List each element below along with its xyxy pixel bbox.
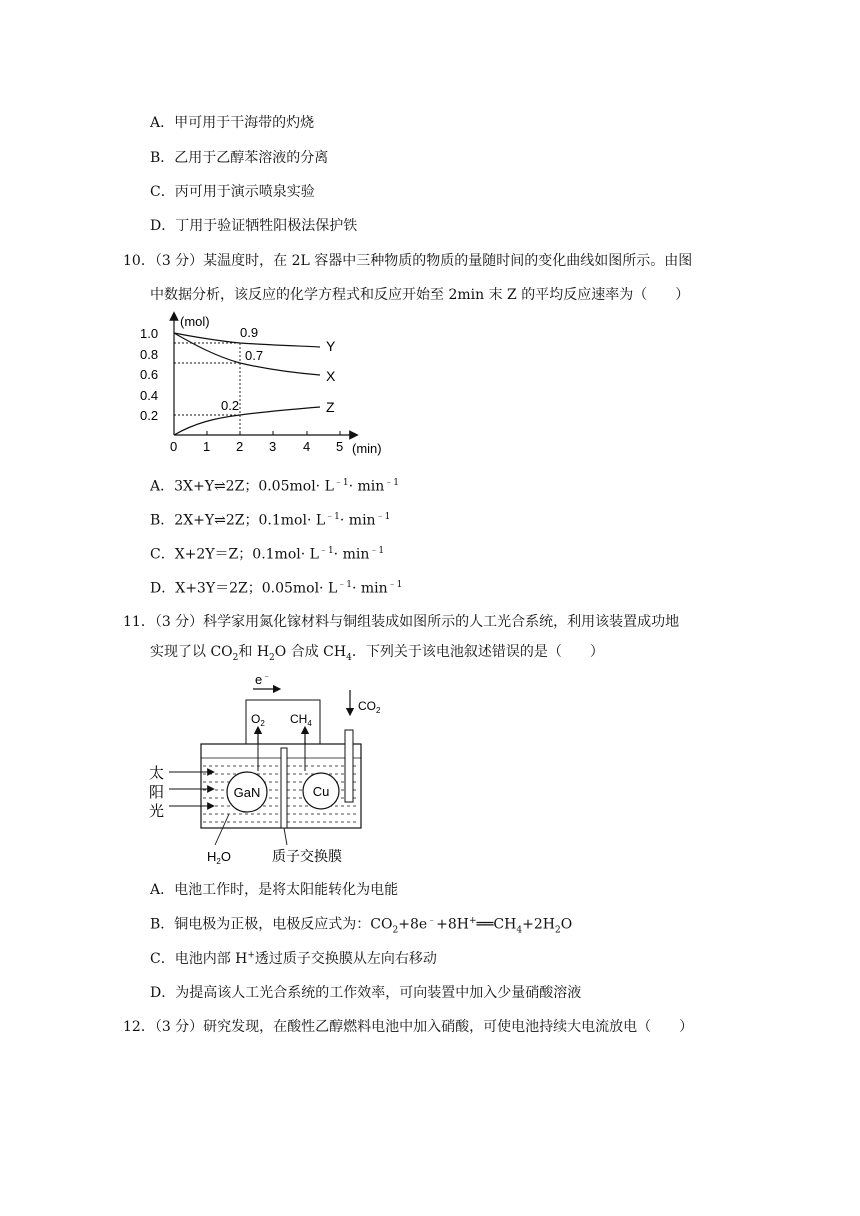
- series-z-label: Z: [326, 399, 335, 415]
- membrane-label: 质子交换膜: [272, 848, 342, 864]
- q10-option-c: C．X+2Y＝Z；$0.1mol\cdot L^{﹣1}\cdot \min^{﹣1}$: [150, 546, 385, 563]
- series-y-label: Y: [326, 338, 336, 354]
- q9-option-c: C．丙可用于演示喷泉实验: [150, 184, 315, 200]
- q10-stem-line2: 中数据分析，该反应的化学方程式和反应开始至 2min 末 Z 的平均反应速率为（ ）: [150, 287, 690, 303]
- x-tick-3: 3: [269, 439, 277, 454]
- q10-option-d: D．X+3Y＝2Z；$0.05mol\cdot L^{﹣1}\cdot \min^{﹣1}$: [150, 580, 403, 597]
- annotation-0.7: 0.7: [245, 348, 264, 363]
- ch4-label: $CH_4$: [290, 712, 312, 728]
- q9-option-a: A．甲可用于干海带的灼烧: [150, 115, 315, 131]
- q11-option-d: D．为提高该人工光合系统的工作效率，可向装置中加入少量硝酸溶液: [150, 985, 582, 1001]
- q9-option-b: B．乙用于乙醇苯溶液的分离: [150, 150, 329, 166]
- q10-option-a: A．3X+Y⇌2Z；$0.05mol\cdot L^{﹣1}\cdot \min^{﹣1}$: [150, 478, 400, 495]
- y-tick-0.4: 0.4: [140, 388, 159, 403]
- sunlight-char-2: 阳: [149, 784, 165, 801]
- co2-tube: [345, 730, 353, 802]
- q12-stem-line1: 12．（3 分）研究发现，在酸性乙醇燃料电池中加入硝酸，可使电池持续大电流放电（ ）: [123, 1019, 694, 1035]
- electron-label: e﹣: [255, 671, 272, 687]
- proton-exchange-membrane: [281, 748, 287, 828]
- annotation-0.9: 0.9: [240, 325, 259, 340]
- q10-option-b: B．2X+Y⇌2Z；$0.1mol\cdot L^{﹣1}\cdot \min^{﹣1}$: [150, 512, 391, 529]
- q9-option-d: D．丁用于验证牺牲阳极法保护铁: [150, 218, 358, 234]
- x-tick-1: 1: [203, 439, 211, 454]
- y-tick-0.2: 0.2: [140, 408, 159, 423]
- annotation-0.2: 0.2: [221, 398, 240, 413]
- y-tick-0.6: 0.6: [140, 367, 159, 382]
- q10-chart: [140, 310, 400, 460]
- x-tick-5: 5: [336, 439, 344, 454]
- cu-label: Cu: [312, 784, 330, 799]
- q11-diagram: [145, 668, 405, 873]
- q11-option-b: B．铜电极为正极，电极反应式为：$CO_2+8e^﹣+8H^+══CH_4+2H_2O$: [150, 916, 573, 936]
- x-unit: (min): [352, 441, 382, 456]
- q11-stem-line1: 11．（3 分）科学家用氮化镓材料与铜组装成如图所示的人工光合系统，利用该装置成功地: [123, 614, 680, 630]
- origin-label: 0: [170, 439, 178, 454]
- water-label: $H_2O$: [207, 849, 231, 866]
- y-tick-0.8: 0.8: [140, 347, 159, 362]
- x-tick-2: 2: [236, 439, 244, 454]
- sunlight-char-3: 光: [149, 803, 165, 820]
- co2-label: $CO_2$: [358, 699, 381, 715]
- o2-label: $O_2$: [251, 712, 265, 728]
- sunlight-char-1: 太: [149, 765, 165, 782]
- q11-option-a: A．电池工作时，是将太阳能转化为电能: [150, 882, 399, 898]
- series-x-label: X: [326, 368, 336, 384]
- y-tick-1.0: 1.0: [140, 326, 159, 341]
- q11-stem-line2: 实现了以 $CO_2$和 $H_2O$ 合成 $CH_4$．下列关于该电池叙述错误的是（ ）: [150, 644, 604, 663]
- q10-stem-line1: 10．（3 分）某温度时，在 2L 容器中三种物质的物质的量随时间的变化曲线如图所示。由图: [123, 253, 693, 269]
- gan-label: GaN: [233, 785, 261, 800]
- q11-option-c: C．电池内部 H+透过质子交换膜从左向右移动: [150, 950, 437, 967]
- y-unit: (mol): [180, 314, 210, 329]
- x-tick-4: 4: [303, 439, 311, 454]
- series-z-line: [174, 407, 320, 435]
